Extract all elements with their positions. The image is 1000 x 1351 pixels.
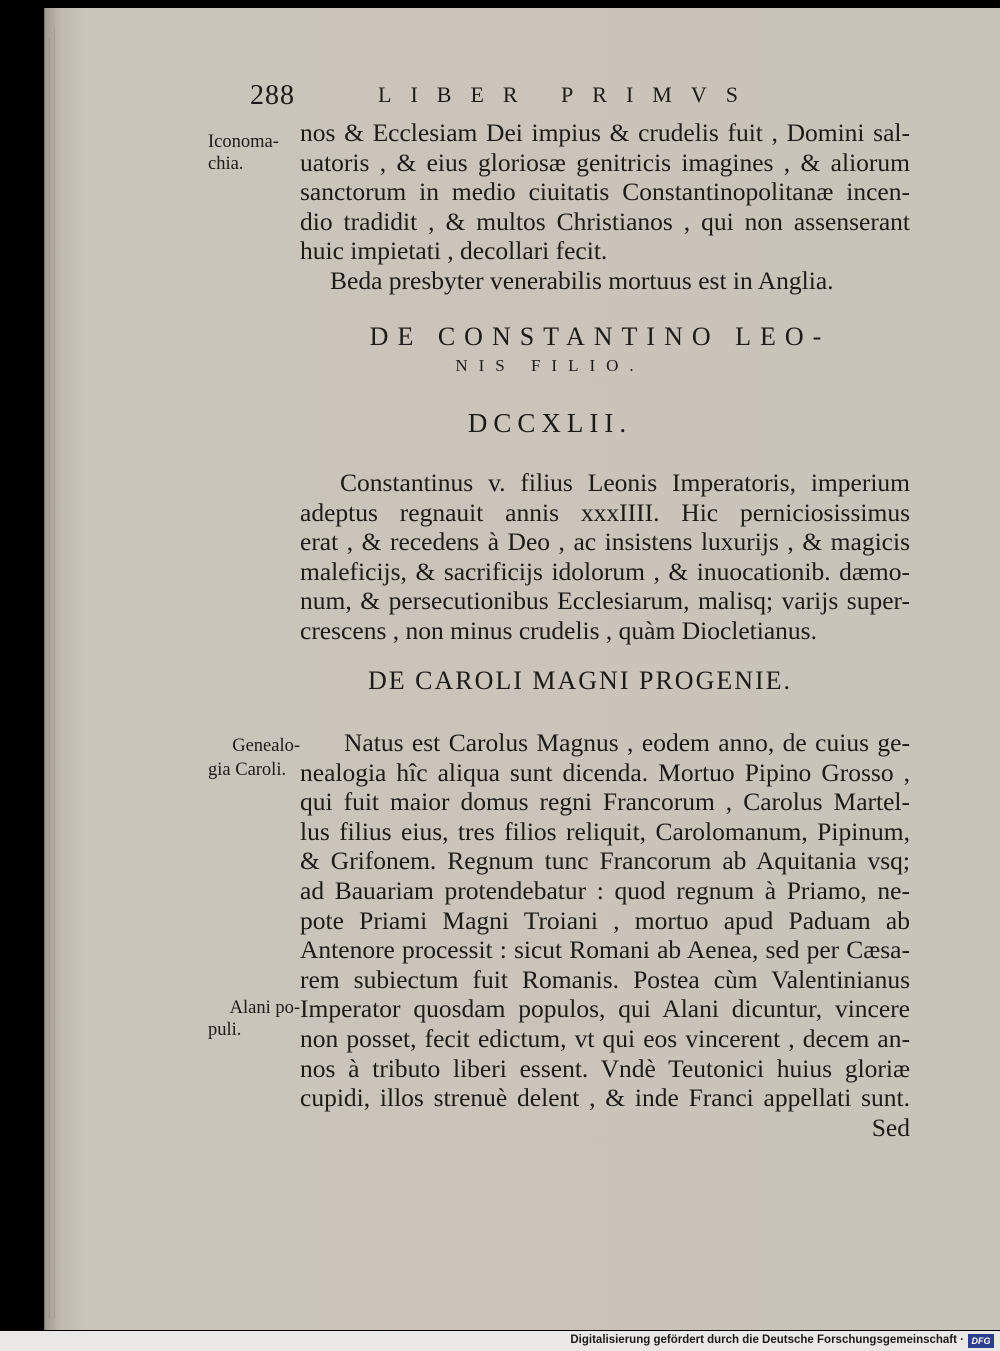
paragraph-beda (330, 266, 870, 296)
text-line: sanctorum in medio ciuitatis Constantinopolitanæ incen- (300, 177, 910, 207)
text-line: dio tradidit , & multos Christianos , qui non assenserant (300, 206, 910, 236)
text-line: Beda presbyter venerabilis mortuus est in Anglia. (330, 266, 834, 295)
margin-note-genealogia (208, 733, 300, 783)
margin-note-line: Genealo- (232, 736, 300, 756)
text-line: uatoris , & eius gloriosæ genitricis imagines , & aliorum (300, 147, 910, 177)
page-number: 288 (250, 80, 295, 111)
text-line: nealogia hîc aliqua sunt dicenda. Mortuo Pipino Grosso , (300, 757, 910, 787)
margin-note-line: gia Caroli. (208, 760, 287, 780)
text-line: adeptus regnauit annis xxxIIII. Hic perniciosissimus (300, 497, 910, 527)
text-line: Antenore processit : sicut Romani ab Aenea, sed per Cæsa- (300, 935, 910, 965)
page-edge-shadow (49, 38, 50, 1318)
text-line: nos & Ecclesiam Dei impius & crudelis fuit , Domini sal- (300, 118, 910, 147)
text-line: & Grifonem. Regnum tunc Francorum ab Aquitania vsq; (300, 846, 910, 876)
chapter-heading-progenie: DE CAROLI MAGNI PROGENIE. (367, 666, 793, 695)
text-line: Constantinus v. filius Leonis Imperatoris, imperium (340, 468, 910, 497)
chapter-heading-constantino-line2: NIS FILIO. (455, 356, 645, 375)
margin-note-alani (208, 995, 300, 1043)
chapter-heading-constantino: DE CONSTANTINO LEO- (369, 322, 831, 351)
footer-bar (0, 1331, 1000, 1351)
margin-note-line: Iconoma- (208, 132, 279, 152)
text-line: qui fuit maior domus regni Francorum , Carolus Martel- (300, 787, 910, 817)
paragraph-constantinus (300, 468, 910, 646)
text-line: lus filius eius, tres filios reliquit, Carolomanum, Pipinum, (300, 816, 910, 846)
text-line: maleficijs, & sacrificijs idolorum , & inuocationib. dæmo- (300, 556, 910, 586)
text-line: rem subiectum fuit Romanis. Postea cùm Valentinianus (300, 964, 910, 994)
margin-note-line: Alani po- (229, 998, 300, 1018)
catchword: Sed (871, 1112, 910, 1142)
text-line: Imperator quosdam populos, qui Alani dicuntur, vincere (300, 994, 910, 1024)
running-head (250, 80, 790, 116)
text-line: cupidi, illos strenuè delent , & inde Franci appellati sunt. (300, 1083, 910, 1113)
paragraph-iconoclasm (300, 118, 910, 266)
text-line: erat , & recedens à Deo , ac insistens luxurijs , & magicis (300, 527, 910, 557)
text-line: pote Priami Magni Troiani , mortuo apud Paduam ab (300, 905, 910, 935)
text-line: huic impietati , decollari fecit. (300, 236, 608, 266)
paragraph-carolus (300, 728, 910, 1142)
text-line: crescens , non minus crudelis , quàm Diocletianus. (300, 615, 817, 645)
dfg-logo: DFG (968, 1334, 994, 1348)
text-line: num, & persecutionibus Ecclesiarum, malisq; varijs super- (300, 586, 910, 616)
year-numeral: DCCXLII. (467, 408, 633, 438)
text-line: nos à tributo liberi essent. Vndè Teutonici huius gloriæ (300, 1053, 910, 1083)
page-edge-shadow (54, 28, 55, 1318)
footer-credit: Digitalisierung gefördert durch die Deutsche Forschungsgemeinschaft · (570, 1334, 964, 1346)
text-line: ad Bauariam protendebatur : quod regnum à Priamo, ne- (300, 875, 910, 905)
text-line: non posset, fecit edictum, vt qui eos vincerent , decem an- (300, 1023, 910, 1053)
margin-note-iconomachia (208, 129, 292, 177)
margin-note-line: chia. (208, 154, 244, 174)
margin-note-line: puli. (208, 1020, 242, 1040)
running-title: LIBER PRIMVS (378, 82, 757, 107)
text-line: Natus est Carolus Magnus , eodem anno, de cuius ge- (344, 728, 910, 757)
